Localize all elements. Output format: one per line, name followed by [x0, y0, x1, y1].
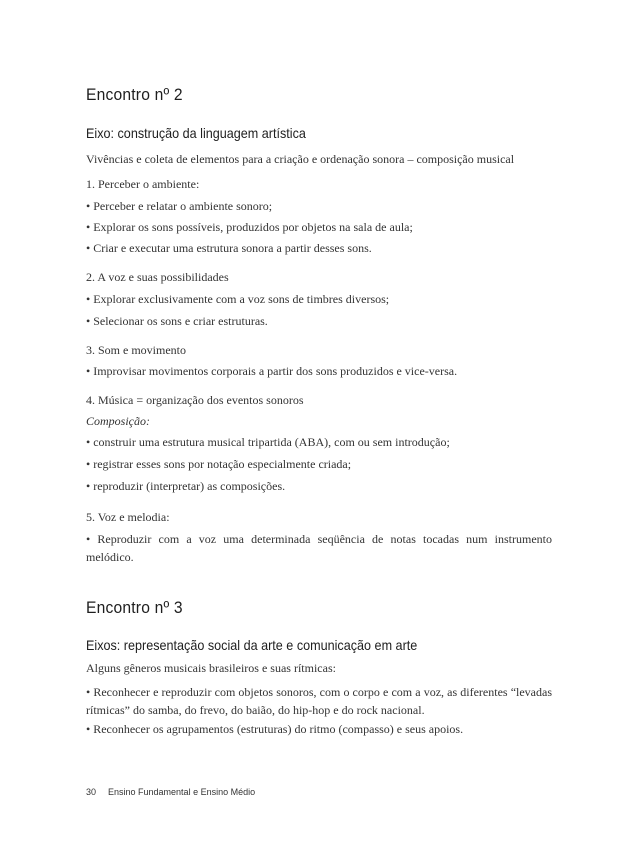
section-2-heading: 2. A voz e suas possibilidades: [86, 270, 229, 284]
page-footer: [86, 787, 255, 797]
encontro-3-intro: Alguns gêneros musicais brasileiros e suas rítmicas:: [86, 661, 336, 675]
page-number: 30: [86, 787, 97, 797]
encontro-3-title: Encontro nº 3: [86, 598, 183, 617]
section-2-item: • Explorar exclusivamente com a voz sons de timbres diversos;: [86, 292, 390, 306]
section-4-item: • construir uma estrutura musical tripartida (ABA), com ou sem introdução;: [86, 435, 450, 449]
section-1-item: • Criar e executar uma estrutura sonora a partir desses sons.: [86, 241, 372, 255]
section-1-item: • Perceber e relatar o ambiente sonoro;: [86, 199, 273, 213]
footer-text: Ensino Fundamental e Ensino Médio: [108, 787, 256, 797]
encontro-2-intro: Vivências e coleta de elementos para a criação e ordenação sonora – composição musical: [86, 152, 515, 166]
section-2-item: • Selecionar os sons e criar estruturas.: [86, 314, 268, 328]
encontro-2-axis: Eixo: construção da linguagem artística: [86, 125, 306, 141]
section-4-heading: 4. Música = organização dos eventos sonoros: [86, 393, 304, 407]
encontro-3-item: • Reconhecer os agrupamentos (estruturas) do ritmo (compasso) e seus apoios.: [86, 722, 464, 736]
section-4-item: • registrar esses sons por notação especialmente criada;: [86, 457, 352, 471]
section-4-subheading: Composição:: [86, 414, 150, 428]
section-5-text: • Reproduzir com a voz uma determinada seqüência de notas tocadas num instrumento melódico.: [86, 532, 552, 564]
section-1-item: • Explorar os sons possíveis, produzidos por objetos na sala de aula;: [86, 220, 413, 234]
encontro-3-item: • Reconhecer e reproduzir com objetos sonoros, com o corpo e com a voz, as diferentes “levadas rítmicas” do samba, do frevo, do baião, do hip-hop e do rock nacional.: [86, 685, 552, 717]
section-5-heading: 5. Voz e melodia:: [86, 510, 170, 524]
section-4-item: • reproduzir (interpretar) as composições.: [86, 479, 286, 493]
encontro-2-title: Encontro nº 2: [86, 85, 183, 104]
encontro-3-axis: Eixos: representação social da arte e comunicação em arte: [86, 637, 418, 653]
section-1-heading: 1. Perceber o ambiente:: [86, 177, 200, 191]
section-3-item: • Improvisar movimentos corporais a partir dos sons produzidos e vice-versa.: [86, 364, 458, 378]
section-3-heading: 3. Som e movimento: [86, 343, 186, 357]
